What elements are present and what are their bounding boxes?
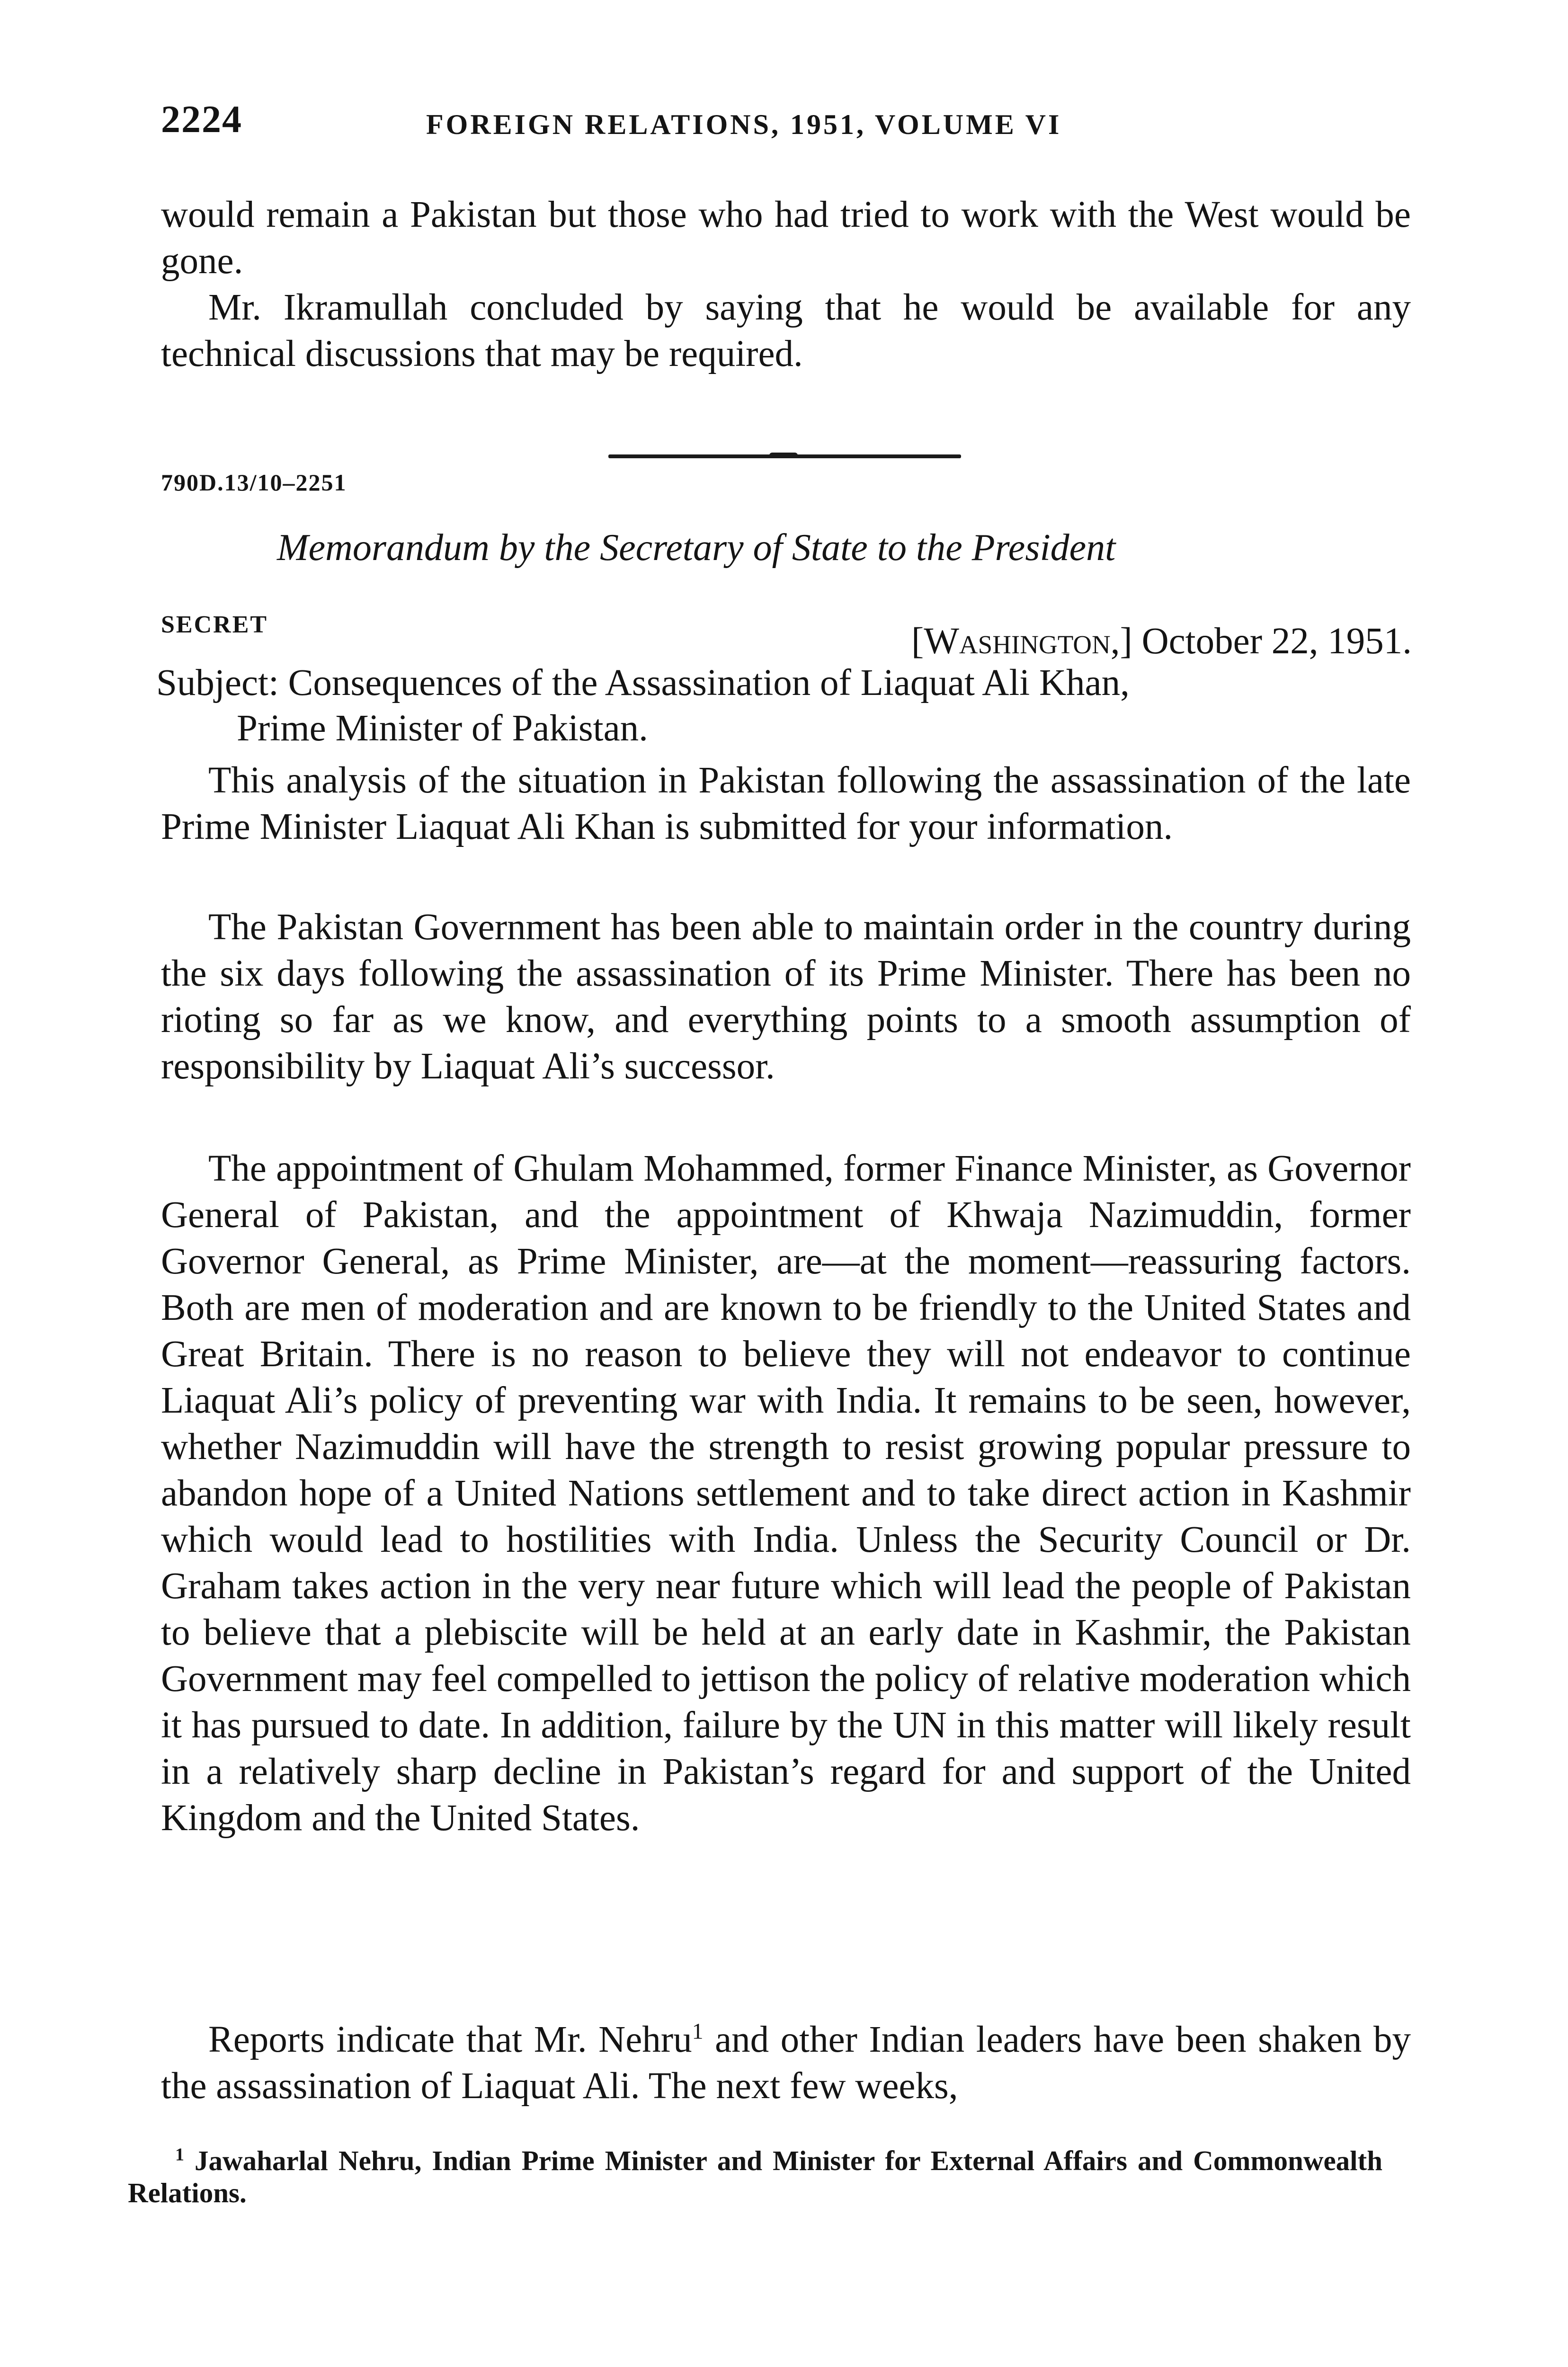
dateline xyxy=(911,620,1412,663)
body-paragraph-4 xyxy=(161,2017,1411,2109)
p4-text-after: and other Indian leaders have been shaken by the assassination of Liaquat Ali. The next few weeks, xyxy=(161,2019,1411,2107)
subject-line xyxy=(156,660,1411,751)
running-head xyxy=(161,97,1416,163)
footnote-mark: 1 xyxy=(175,2145,184,2165)
body-paragraph-2: The Pakistan Government has been able to maintain order in the country during the six days following the assassination of its Prime Minister. There has been no rioting so far as we know, and everything points to a smooth assumption of responsibility by Liaquat Ali’s successor. xyxy=(161,907,1411,1087)
running-head-title: FOREIGN RELATIONS, 1951, VOLUME VI xyxy=(426,109,1062,140)
classification-label: SECRET xyxy=(161,611,268,638)
file-reference: 790D.13/10–2251 xyxy=(161,469,347,496)
footnote xyxy=(128,2145,1382,2209)
subject-line-2: Prime Minister of Pakistan. xyxy=(237,708,648,749)
section-divider xyxy=(608,454,961,458)
document-title: Memorandum by the Secretary of State to the President xyxy=(277,527,1116,569)
dateline-place: [Washington,] xyxy=(911,621,1132,662)
p4-text-before: Reports indicate that Mr. Nehru xyxy=(208,2019,692,2060)
closing-paragraph: Mr. Ikramullah concluded by saying that he would be available for any technical discussions that may be required. xyxy=(161,287,1411,374)
subject-line-1: Subject: Consequences of the Assassination of Liaquat Ali Khan, xyxy=(156,662,1130,703)
carryover-paragraph: would remain a Pakistan but those who had tried to work with the West would be gone. xyxy=(161,194,1411,282)
body-paragraph-1: This analysis of the situation in Pakistan following the assassination of the late Prime Minister Liaquat Ali Khan is submitted for your information. xyxy=(161,760,1411,847)
body-paragraph-3: The appointment of Ghulam Mohammed, former Finance Minister, as Governor General of Pakistan, and the appointment of Khwaja Nazimuddin, former Governor General, as Prime Minister, are—at the moment—reassuring factors. Both are men of moderation and are known to be friendly to the United States and Great Britain. There is no reason to believe they will not endeavor to continue Liaquat Ali’s policy of preventing war with India. It remains to be seen, however, whether Nazimuddin will have the strength to resist growing popular pressure to abandon hope of a United Nations settlement and to take direct action in Kashmir which would lead to hostilities with India. Unless the Security Council or Dr. Graham takes action in the very near future which will lead the people of Pakistan to believe that a plebiscite will be held at an early date in Kashmir, the Pakistan Government may feel compelled to jettison the policy of relative moderation which it has pursued to date. In addition, failure by the UN in this matter will likely result in a relatively sharp decline in Pakistan’s regard for and support of the United Kingdom and the United States. xyxy=(161,1148,1411,1839)
footnote-text: Jawaharlal Nehru, Indian Prime Minister and Minister for External Affairs and Commonwealth Relations. xyxy=(128,2145,1383,2208)
page-number: 2224 xyxy=(161,98,242,141)
dateline-date: October 22, 1951. xyxy=(1141,621,1412,662)
footnote-reference[interactable]: 1 xyxy=(692,2019,704,2044)
